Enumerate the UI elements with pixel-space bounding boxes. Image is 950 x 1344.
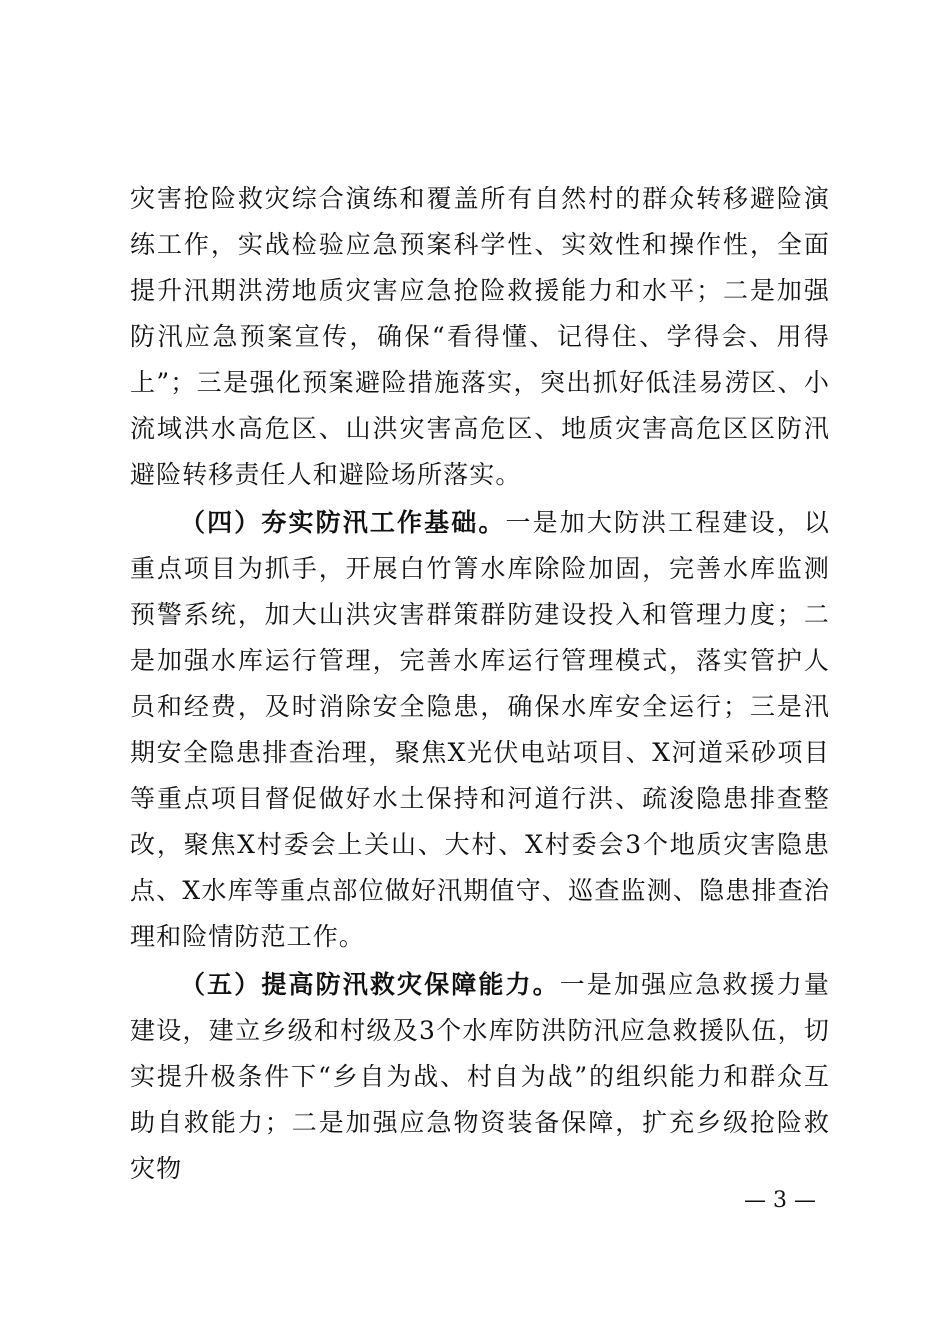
paragraph-text: 灾害抢险救灾综合演练和覆盖所有自然村的群众转移避险演练工作，实战检验应急预案科学性、实效性和操作性，全面提升汛期洪涝地质灾害应急抢险救援能力和水平；二是加强防汛应急预案宣传，确保“看得懂、记得住、学得会、用得上”；三是强化预案避险措施落实，突出抓好低洼易涝区、小流域洪水高危区、山洪灾害高危区、地质灾害高危区区防汛避险转移责任人和避险场所落实。 xyxy=(130,184,830,489)
body-text xyxy=(130,176,830,1192)
section-heading: （五）提高防汛救灾保障能力。 xyxy=(180,970,560,999)
paragraph-section-4 xyxy=(130,500,830,960)
paragraph-text: 一是加强应急救援力量建设，建立乡级和村级及3个水库防洪防汛应急救援队伍，切实提升极条件下“乡自为战、村自为战”的组织能力和群众互助自救能力；二是加强应急物资装备保障，扩充乡级抢险救灾物 xyxy=(130,970,830,1183)
section-heading: （四）夯实防汛工作基础。 xyxy=(180,508,506,537)
paragraph-section-5 xyxy=(130,962,830,1192)
paragraph-continued xyxy=(130,176,830,498)
paragraph-text: 一是加大防洪工程建设，以重点项目为抓手，开展白竹箐水库除险加固，完善水库监测预警系统，加大山洪灾害群策群防建设投入和管理力度；二是加强水库运行管理，完善水库运行管理模式，落实管护人员和经费，及时消除安全隐患，确保水库安全运行；三是汛期安全隐患排查治理，聚焦X光伏电站项目、X河道采砂项目等重点项目督促做好水土保持和河道行洪、疏浚隐患排查整改，聚焦X村委会上关山、大村、X村委会3个地质灾害隐患点、X水库等重点部位做好汛期值守、巡查监测、隐患排查治理和险情防范工作。 xyxy=(130,508,831,951)
page-number: — 3 — xyxy=(744,1188,816,1213)
